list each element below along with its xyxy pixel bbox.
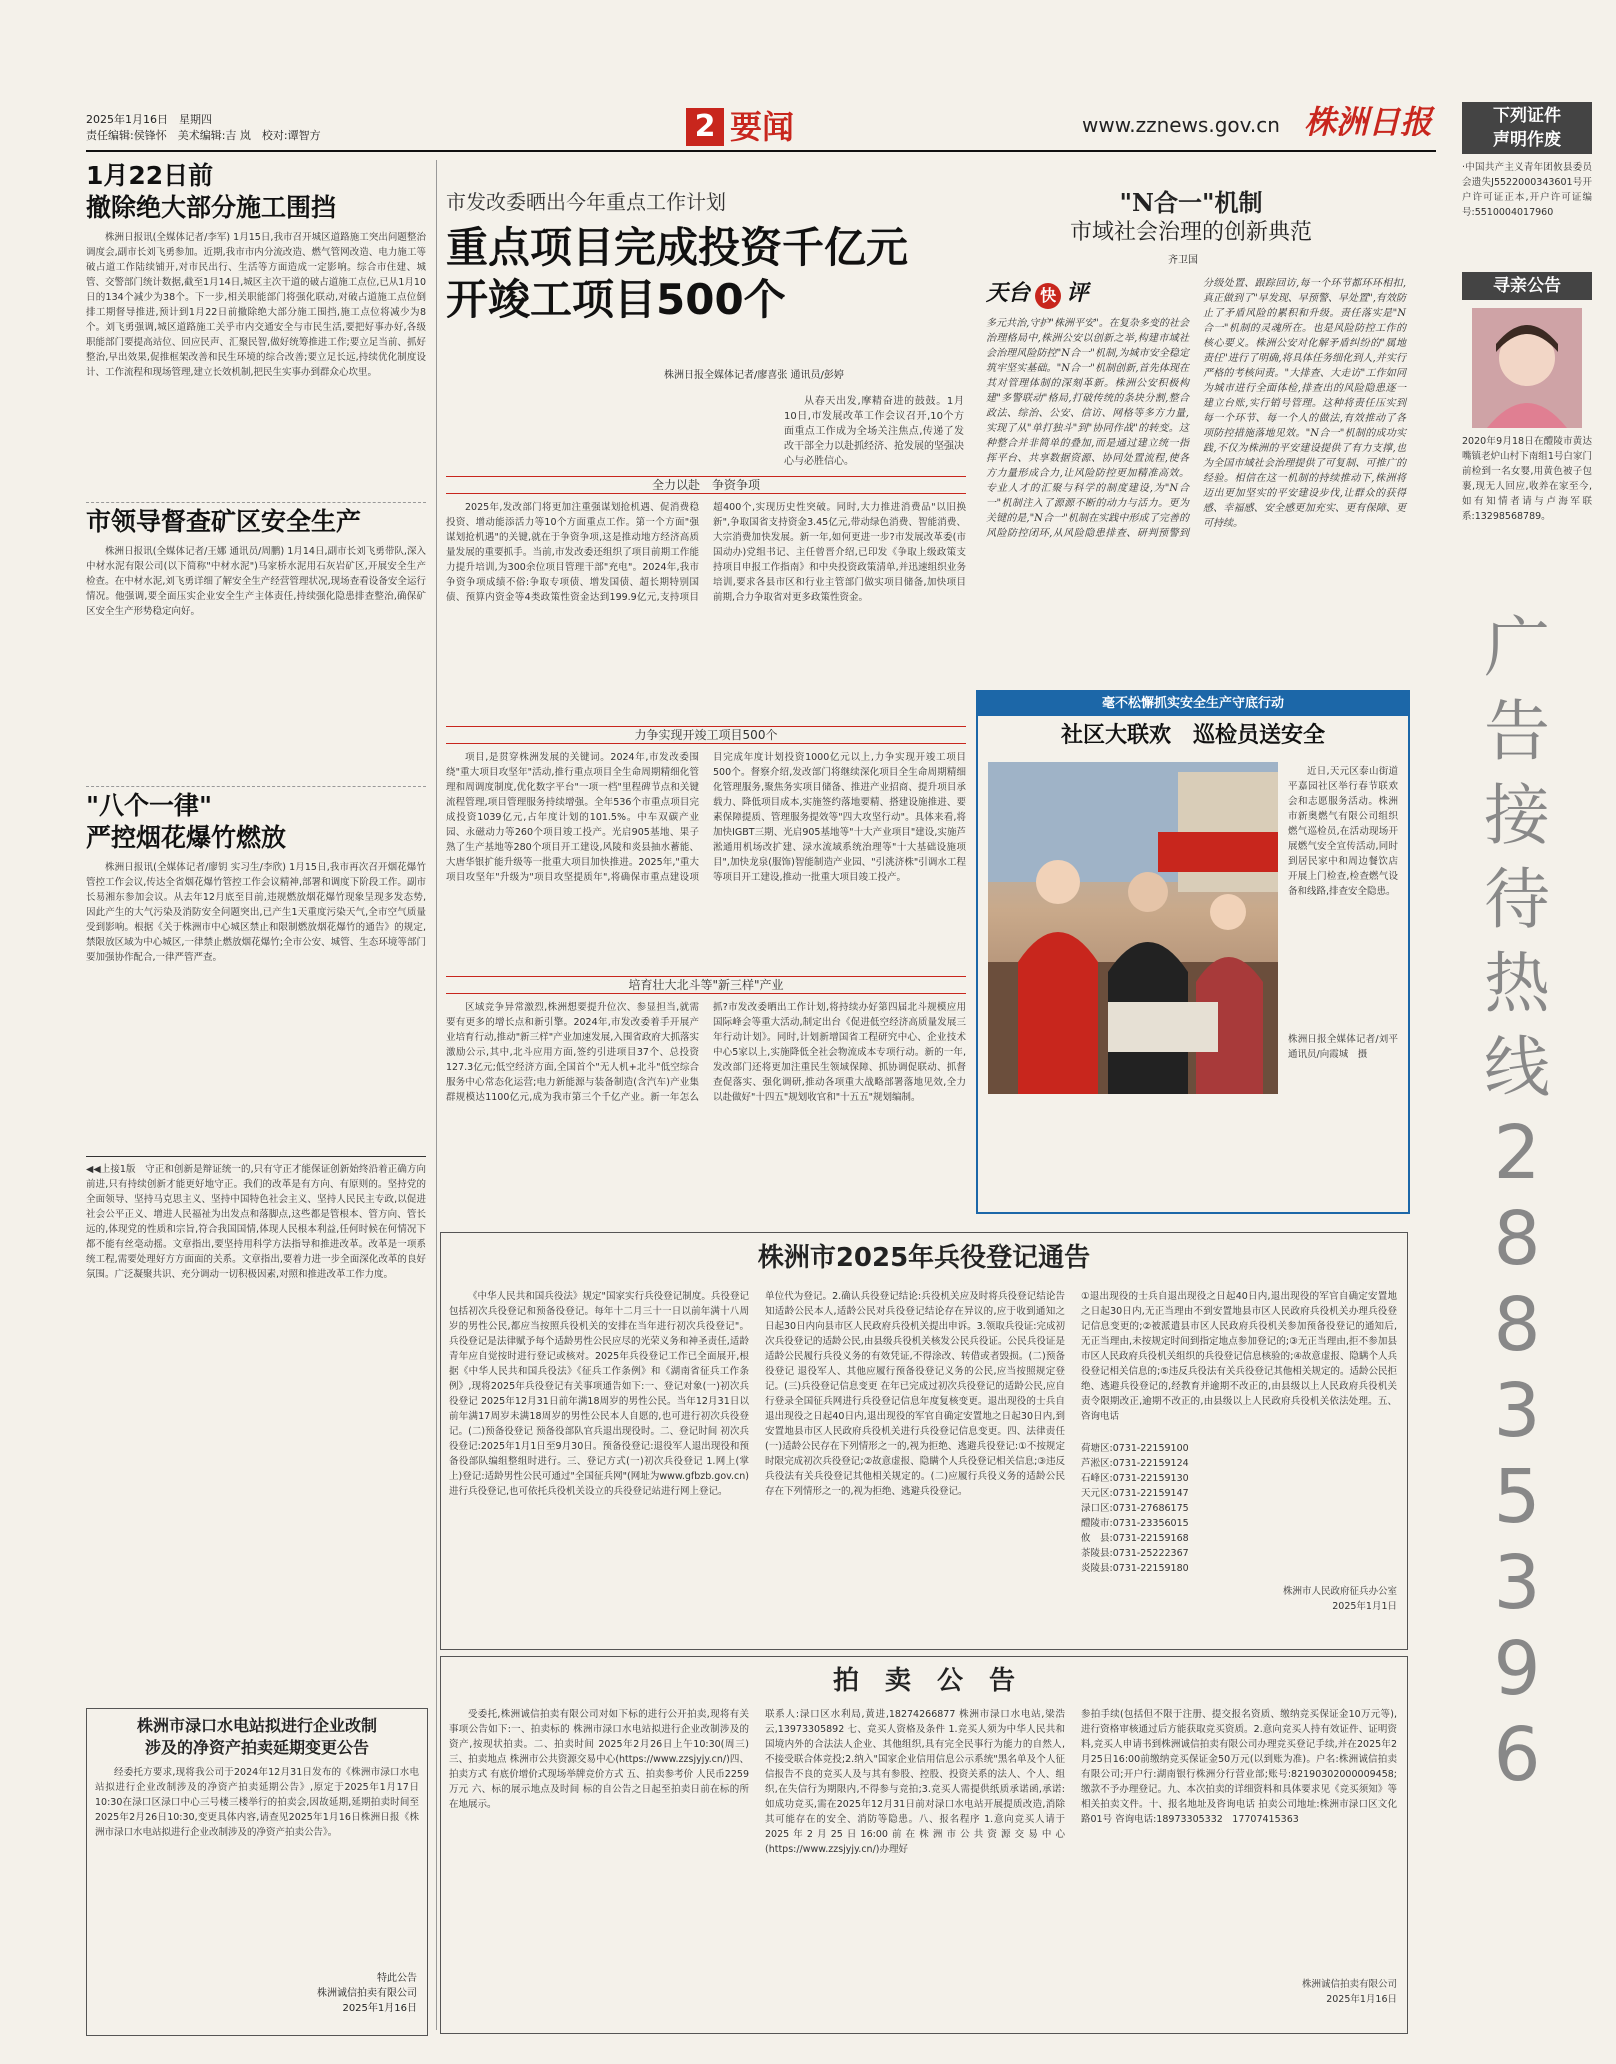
editor-credits: 责任编辑:侯锋怀 美术编辑:吉 岚 校对:谭智方 — [86, 129, 321, 142]
masthead-logo: 株洲日报 — [1304, 103, 1433, 141]
auction-sign-2: 2025年1月16日 — [1326, 1994, 1397, 2005]
phone-line[interactable]: 渌口区:0731-27686175 — [1081, 1503, 1189, 1514]
divider — [86, 1156, 426, 1157]
safety-story-box — [976, 690, 1410, 1214]
safety-photo — [988, 762, 1278, 1094]
military-registration-notice — [440, 1232, 1408, 1650]
page-number: 2 — [686, 108, 724, 146]
section-bar-2 — [446, 726, 966, 744]
article-mine-safety — [86, 506, 426, 798]
phone-line[interactable]: 茶陵县:0731-25222367 — [1081, 1548, 1189, 1559]
military-sign-1: 株洲市人民政府征兵办公室 — [1282, 1586, 1397, 1597]
brand-text-2: 评 — [1066, 280, 1089, 306]
auction-col-1: 受委托,株洲诚信拍卖有限公司对如下标的进行公开拍卖,现将有关事项公告如下:一、拍卖标的 株洲市渌口水电站拟进行企业改制涉及的资产,按现状拍卖。二、拍卖时间 2025年2月26日上午10:30(周三)三、拍卖地点 株洲市公共资源交易中心(https://www.zzsjyjy.cn/)四、拍卖方式 有底价增价式现场举牌竞价方式 五、拍卖参考价 人民币2259万元 六、标的展示地点及时间 标的自公告之日起至拍卖日前在标的所在地展示。 — [449, 1709, 749, 1810]
auction-notice — [440, 1656, 1408, 2034]
notice-hydropower-postponement — [86, 1708, 428, 2036]
lead-byline: 株洲日报全媒体记者/廖喜张 通讯员/彭婷 — [664, 370, 844, 381]
column-rule — [436, 160, 437, 2030]
auction-col-3 — [1081, 1707, 1397, 2025]
right-sidebar — [1462, 102, 1592, 2052]
military-col-1-text: 《中华人民共和国兵役法》规定"国家实行兵役登记制度。兵役登记包括初次兵役登记和预备役登记。每年十二月三十一日以前年满十八周岁的男性公民,都应当按照兵役机关的安排在当年进行初次兵役登记"。兵役登记是法律赋予每个适龄男性公民应尽的光荣义务和神圣责任,适龄青年应自觉按时进行登记或核对。2025年兵役登记工作已全面展开,根据《中华人民共和国兵役法》《征兵工作条例》和《湖南省征兵工作条例》,现将2025年兵役登记有关事项通告如下:一、登记对象(一)初次兵役登记 2025年12月31日前年满18周岁的男性公民。当年12月31日以前年满17周岁未满18周岁的男性公民本人自愿的,也可进行初次兵役登记。(二)预备役登记 预备役部队官兵退出现役时。二、登记时间 初次兵役登记:2025年1月1日至9月30日。预备役登记:退役军人退出现役和预备役部队编组整组时进行。三、登记方式(一)初次兵役登记 1.网上(掌上)登记:适龄男性公民可通过"全国征兵网"(网址为www.gfbzb.gov.cn)进行兵役登记,也可依托兵役机关设立的兵役登记站进行网上登记。 — [449, 1291, 749, 1497]
lead-section-2-body: 项目,是贯穿株洲发展的关键词。2024年,市发改委围绕"重大项目攻坚年"活动,推行重点项目全生命周期精细化管理和周调度制度,优化数字平台"一项一档"里程碑节点和关键流程管理,项目管理服务持续增强。全年536个市重点项目完成投资1039亿元,占年度计划的101.5%。中车双碳产业园、永磁动力等260个项目竣工投产。光启905基地、果子熟了生产基地等280个项目开工建设,风陵和炎县抽水蓄能、大唐华银扩能升级等一批重大项目加快推进。2025年,"重大项目攻坚年"升级为"项目攻坚提质年",将确保市重点建设项目完成年度计划投资1000亿元以上,力争实现开竣工项目500个。督察介绍,发改部门将继续深化项目全生命周期精细化管理服务,聚焦务实项目储备、推进产业招商、提升项目承载力、降低项目成本,实施签约落地要精、搭建设施推进、要素保障提质、管理服务提效等"四大攻坚行动"。具体来看,将加快IGBT三期、光启905基地等"十大产业项目"建设,实施芦淞通用机场改扩建、渌水流域系统治理等"十大基础设施项目",加快龙泉(服饰)智能制造产业园、"引洮济株"引调水工程等项目开工建设,推动一批重大项目竣工投产。 — [446, 752, 966, 883]
section-bar-label: 力争实现开竣工项目500个 — [625, 728, 788, 742]
child-photo-illustration — [1472, 308, 1582, 428]
military-col-3 — [1081, 1289, 1397, 1641]
continued-article: ◀◀上接1版 守正和创新是辩证统一的,只有守正才能保证创新始终沿着正确方向前进,只有持续创新才能更好地守正。我们的改革是有方向、有原则的。坚持党的全面领导、坚持马克思主义、坚持中国特色社会主义、坚持人民民主专政,以促进社会公平正义、增进人民福祉为出发点和落脚点,这些都是管根本、管方向、管长远的,体现党的性质和宗旨,符合我国国情,体现人民根本利益,任何时候在何情况下都不能有丝毫动摇。文章指出,要坚持用科学方法指导和推进改革。改革是一项系统工程,需要处理好方方面面的关系。文章指出,要着力进一步全面深化改革的良好氛围。广泛凝聚共识、充分调动一切积极因素,对照和推进改革工作力度。 — [86, 1164, 426, 1280]
article-title: 市领导督查矿区安全生产 — [86, 507, 362, 536]
commentary-title-line1: "N合一"机制 — [1119, 188, 1263, 217]
article-title-line2: 严控烟花爆竹燃放 — [86, 823, 287, 852]
auction-col-2: 联系人:渌口区水利局,黄进,18274266877 株洲市渌口水电站,梁浩云,13973305892 七、竞买人资格及条件 1.竞买人须为中华人民共和国境内外的合法法人企业、其他组织,具有完全民事行为能力的自然人,不接受联合体竞投;2.纳入"国家企业信用信息公示系统"黑名单及个人征信报告不良的竞买人及与其有参股、控股、投资关系的法人、个人、组织,在失信行为期限内,不得参与竞拍;3.竞买人需提供纸质承诺函,承诺:如成功竞买,需在2025年12月31日前对渌口水电站开展提质改造,消除其可能存在的安全、消防等隐患。八、报名程序 1.意向竞买人请于2025年2月25日16:00前在株洲市公共资源交易中心(https://www.zzsjyjy.cn/)办理好 — [765, 1709, 1065, 1855]
notice-body: 经委托方要求,现将我公司于2024年12月31日发布的《株洲市渌口水电站拟进行企业改制涉及的净资产拍卖延期公告》,原定于2025年1月17日10:30在渌口区渌口中心三号楼三楼举行的拍卖会,因故延期,延期拍卖时间至2025年2月26日10:30,变更具体内容,请查见2025年1月16日株洲日报《株洲市渌口水电站拟进行企业改制涉及的净资产拍卖公告》。 — [95, 1767, 419, 1838]
phone-line[interactable]: 荷塘区:0731-22159100 — [1081, 1443, 1189, 1454]
brand-text-1: 天台 — [986, 280, 1031, 306]
phone-line[interactable]: 炎陵县:0731-22159180 — [1081, 1563, 1189, 1574]
phone-line[interactable]: 芦淞区:0731-22159124 — [1081, 1458, 1189, 1469]
seek-photo — [1472, 308, 1582, 428]
phone-line[interactable]: 攸 县:0731-22159168 — [1081, 1533, 1189, 1544]
commentary-author: 齐卫国 — [1168, 255, 1198, 266]
military-title: 株洲市2025年兵役登记通告 — [757, 1243, 1091, 1273]
header-rule — [86, 150, 1436, 152]
section-name: 要闻 — [730, 108, 795, 146]
section-bar-label: 培育壮大北斗等"新三样"产业 — [618, 978, 793, 992]
phone-line[interactable]: 石峰区:0731-22159130 — [1081, 1473, 1189, 1484]
article-body: 株洲日报讯(全媒体记者/王娜 通讯员/周鹏) 1月14日,副市长刘飞勇带队,深入中材水泥有限公司(以下简称"中材水泥")马家桥水泥用石灰岩矿区,开展安全生产检查。在中材水泥,刘飞勇详细了解安全生产经营管理状况,现场查看设备安全运行情况。他强调,要全面压实企业安全生产主体责任,持续强化隐患排查整治,确保矿区安全生产形势稳定向好。 — [86, 546, 426, 617]
sidebar-title-line2: 声明作废 — [1493, 130, 1561, 150]
article-body: 株洲日报讯(全媒体记者/廖钥 实习生/李欣) 1月15日,我市再次召开烟花爆竹管控工作会议,传达全省烟花爆竹管控工作会议精神,部署和调度下阶段工作。副市长易湘东参加会议。从去年12月底至目前,违规燃放烟花爆竹现象呈现多发态势,因此产生的大气污染及消防安全问题突出,已产生1天重度污染天气,全市空气质量受到影响。根据《关于株洲市中心城区禁止和限制燃放烟花爆竹的通告》的规定,禁限放区域为中心城区,一律禁止燃放烟花爆竹;全市公安、城管、生态环境等部门要加强协作配合,一律严管严查。 — [86, 862, 426, 963]
sidebar-title-line1: 下列证件 — [1493, 106, 1561, 126]
auction-title: 拍 卖 公 告 — [832, 1666, 1015, 1696]
article-title-line1: 1月22日前 — [86, 161, 214, 190]
brand-spacer — [986, 276, 1189, 316]
divider — [86, 786, 426, 787]
lead-section-1-body: 2025年,发改部门将更加注重强谋划抢机遇、促消费稳投资、增动能添活力等10个方面重点工作。第一个方面"强谋划抢机遇"的关键,就在于争资争项,这是推动地方经济高质量发展的重要抓手。当前,市发改委还组织了项目前期工作能力提升培训,为300余位项目管理干部"充电"。2024年,我市争资争项成绩不俗:争取专项债、增发国债、超长期特别国债、预算内资金等4类政策性资金达到199.9亿元,支持项目超400个,实现历史性突破。同时,大力推进消费品"以旧换新",争取国省支持资金3.45亿元,带动绿色消费、智能消费、大宗消费加快发展。新一年,如何更进一步?市发展改革委(市国动办)党组书记、主任曾晋介绍,已印发《争取上级政策支持项目申报工作指南》和中央投资政策清单,并迅速组织业务培训,要求各县市区和行业主管部门做实项目储备,加快项目前期,合力争取省对更多政策性资金。 — [446, 502, 966, 603]
notice-sign-1: 特此公告 — [377, 1973, 417, 1984]
void-notice: ·中国共产主义青年团攸县委员会遗失J5522000343601号开户许可证正本,开户许可证编号:5510004017960 — [1462, 162, 1592, 218]
auction-sign-1: 株洲诚信拍卖有限公司 — [1301, 1979, 1397, 1990]
lead-title-line2: 开竣工项目500个 — [446, 275, 786, 324]
safety-title: 社区大联欢 巡检员送安全 — [1060, 723, 1325, 748]
brand-seal-icon: 快 — [1035, 283, 1061, 309]
lead-section-3-body: 区域竞争异常激烈,株洲想要提升位次、参显担当,就需要有更多的增长点和新引擎。2024年,市发改委着手开展产业培育行动,推动"新三样"产业加速发展,入围省政府大抓落实激励公示,其中,北斗应用方面,签约引进项目37个、总投资127.3亿元;低空经济方面,全国首个"无人机+北斗"低空综合服务中心常态化运营;电力新能源与装备制造(含汽车)产业集群规模达1100亿元,成为我市第三个千亿产业。新一年怎么抓?市发改委晒出工作计划,将持续办好第四届北斗规模应用国际峰会等重大活动,制定出台《促进低空经济高质量发展三年行动计划》。同时,计划新增国省工程研究中心、企业技术中心5家以上,实施降低全社会物流成本专项行动。新的一年,发改部门还将更加注重民生领域保障、抓协调促联动、抓督查促落实、强化调研,推动各项重大战略部署落地见效,全力以赴做好"十四五"规划收官和"十五五"规划编制。 — [446, 1002, 966, 1103]
commentary-text: 多元共治,守护"株洲平安"。在复杂多变的社会治理格局中,株洲公安以创新之举,构建市域社会治理风险防控"N合一"机制,为城市安全稳定筑牢坚实基础。"N合一"机制创新,首先体现在其对管理体制的深刻革新。株洲公安积极构建"多警联动"格局,打破传统的条块分割,整合政法、综治、公安、信访、网格等多方力量,实现了从"单打独斗"到"协同作战"的转变。这种整合并非简单的叠加,而是通过建立统一指挥平台、共享数据资源、协同处置流程,使各方力量形成合力,让风险防控更加精准高效。专业人才的汇聚与科学的制度建设,为"N合一"机制注入了源源不断的动力与活力。更为关键的是,"N合一"机制在实践中形成了完善的风险防控闭环,从风险隐患排查、研判预警到分级处置、跟踪回访,每一个环节都环环相扣,真正做到了"早发现、早预警、早处置",有效防止了矛盾风险的累积和升级。责任落实是"N合一"机制的灵魂所在。也是风险防控工作的核心要义。株洲公安对化解矛盾纠纷的"属地责任"进行了明确,将具体任务细化到人,并实行严格的考核问责。"大排查、大走访"工作如同为城市进行全面体检,排查出的风险隐患逐一建立台账,实行销号管理。这种将责任压实到每一个环节、每一个人的做法,有效推动了各项防控措施落地见效。"N合一"机制的成功实践,不仅为株洲的平安建设提供了有力支撑,也为全国市域社会治理提供了可复制、可推广的经验。相信在这一机制的持续推动下,株洲将迈出更加坚实的平安建设步伐,让群众的获得感、幸福感、安全感更加充实、更有保障、更可持续。 — [986, 278, 1406, 539]
commentary-title-line2: 市域社会治理的创新典范 — [1069, 220, 1312, 245]
ad-hotline-phone[interactable]: 28835396 — [1493, 1110, 1541, 1798]
article-body: 株洲日报讯(全媒体记者/李军) 1月15日,我市召开城区道路施工突出问题整治调度会,副市长刘飞勇参加。近期,我市市内分流改造、燃气管网改造、电力施工等破占道工作陆续铺开,对市民出行、生活等方面造成一定影响。综合市住建、城管、交警部门统计数据,截至1月14日,城区主次干道的破占道施工点位,已从1月10日的134个减少为38个。下一步,相关职能部门将强化联动,对破占道施工点位倒排工期督导推进,预计到1月22日前撤除绝大部分施工围挡,施工点位将减少为8个。刘飞勇强调,城区道路施工关乎市内交通安全与市民生活,要把好事办好,各级职能部门要提高站位、回应民声、汇聚民智,做好统筹推进工作;要立足当前、抓好整治,早出效果,促推框架改善和民生环境的综合改善;要立足长远,持续优化制度设计、工作流程和现场管理,建立长效机制,把民生实事办到群众心坎里。 — [86, 232, 426, 378]
safety-credit: 株洲日报全媒体记者/刘平 通讯员/向霞城 摄 — [1288, 1034, 1408, 1060]
lead-intro: 从春天出发,摩精奋进的鼓鼓。1月10日,市发展改革工作会议召开,10个方面重点工作成为全场关注焦点,传递了发改干部全力以赴抓经济、抢发展的坚强决心与必胜信心。 — [784, 396, 964, 467]
notice-title-line1: 株洲市渌口水电站拟进行企业改制 — [136, 1716, 377, 1735]
military-col-2 — [765, 1289, 1065, 1641]
phone-list — [1081, 1441, 1397, 1576]
article-title-line2: 撤除绝大部分施工围挡 — [86, 193, 337, 222]
lead-title-line1: 重点项目完成投资千亿元 — [446, 223, 909, 272]
notice-title-line2: 涉及的净资产拍卖延期变更公告 — [144, 1738, 369, 1757]
site-url[interactable]: www.zznews.gov.cn — [1082, 113, 1280, 137]
sidebar-title — [1462, 102, 1592, 154]
section-bar-3 — [446, 976, 966, 994]
military-col-2-text: 单位代为登记。2.确认兵役登记结论:兵役机关应及时将兵役登记结论告知适龄公民本人,适龄公民对兵役登记结论存在异议的,应于收到通知之日起30日内向县市区人民政府兵役机关提出申诉。3.领取兵役证:完成初次兵役登记的适龄公民,由县级兵役机关核发公民兵役证。公民兵役证是适龄公民履行兵役义务的有效凭证,不得涂改、转借或者毁损。(二)预备役登记 退役军人、其他应履行预备役登记义务的公民,应当按照规定登记。(三)兵役登记信息变更 在年已完成过初次兵役登记的适龄公民,应自行登录全国征兵网进行兵役登记信息年度复核变更。退出现役的士兵自退出现役之日起40日内,退出现役的军官自确定安置地之日起30日内,到安置地县市区人民政府兵役机关进行兵役登记信息变更。四、法律责任 (一)适龄公民存在下列情形之一的,视为拒绝、逃避兵役登记:①不按规定时限完成初次兵役登记;②故意虚报、隐瞒个人兵役登记相关信息;③违反兵役法有关兵役登记其他相关规定的。(二)应履行兵役义务的适龄公民存在下列情形之一的,视为拒绝、逃避兵役登记。 — [765, 1291, 1065, 1497]
notice-sign-3: 2025年1月16日 — [342, 2003, 417, 2014]
lead-story — [446, 188, 966, 326]
commentary-body — [986, 276, 1406, 680]
phone-line[interactable]: 天元区:0731-22159147 — [1081, 1488, 1189, 1499]
seek-body: 2020年9月18日在醴陵市黄达嘴镇老炉山村下南组1号白家门前检到一名女婴,用黄色被子包裹,现无人回应,收养在家至今,如有知情者请与卢海军联系:13298568789。 — [1462, 436, 1592, 522]
divider — [86, 502, 426, 503]
article-fireworks — [86, 790, 426, 1140]
issue-date: 2025年1月16日 星期四 — [86, 113, 212, 126]
article-title-line1: "八个一律" — [86, 791, 213, 820]
military-sign-2: 2025年1月1日 — [1332, 1601, 1397, 1612]
section-bar-label: 全力以赴 争资争项 — [642, 478, 770, 492]
section-bar-1 — [446, 476, 966, 494]
military-col-1 — [449, 1289, 749, 1641]
seek-title: 寻亲公告 — [1462, 272, 1592, 300]
ad-hotline-text: 广告接待热线 — [1484, 609, 1550, 1106]
photo-illustration — [988, 762, 1278, 1094]
article-road-barriers — [86, 160, 426, 474]
safety-banner: 毫不松懈抓实安全生产守底行动 — [978, 692, 1408, 716]
phone-line[interactable]: 醴陵市:0731-23356015 — [1081, 1518, 1189, 1529]
notice-sign-2: 株洲诚信拍卖有限公司 — [317, 1988, 417, 1999]
commentary — [976, 188, 1406, 248]
lead-kicker: 市发改委晒出今年重点工作计划 — [446, 190, 726, 214]
military-col-3-text: ①退出现役的士兵自退出现役之日起40日内,退出现役的军官自确定安置地之日起30日内,无正当理由不到安置地县市区人民政府兵役机关办理兵役登记信息变更的;②被派遣县市区人民政府兵役机关参加预备役登记的通知后,无正当理由,未按规定时间到指定地点参加登记的;③无正当理由,拒不参加县市区人民政府兵役机关组织的兵役登记信息核验的;④故意虚报、隐瞒个人兵役登记相关信息的;⑤违反兵役法有关兵役登记其他相关规定的。适龄公民拒绝、逃避兵役登记的,经教育并逾期不改正的,由县级以上人民政府兵役机关责令限期改正,逾期不改正的,由县级以上人民政府兵役机关依法处理。五、咨询电话 — [1081, 1291, 1397, 1422]
auction-col-3-text: 参拍手续(包括但不限于注册、提交报名资质、缴纳竞买保证金10万元等),进行资格审核通过后方能获取竞买资质。2.意向竞买人持有效证件、证明资料,竞买人申请书到株洲诚信拍卖有限公司办理竞买登记手续,并在2025年2月25日16:00前缴纳竞买保证金50万元(以到账为准)。户名:株洲诚信拍卖有限公司;开户行:湖南银行株洲分行营业部;账号:82190302000009458;缴款不予办理登记。九、本次拍卖的详细资料和具体要求见《竞买须知》等相关拍卖文件。十、报名地址及咨询电话 拍卖公司地址:株洲市渌口区文化路01号 咨询电话:18973305332 17707415363 — [1081, 1709, 1397, 1825]
safety-caption: 近日,天元区泰山街道平嘉园社区举行春节联欢会和志愿服务活动。株洲市新奥燃气有限公司组织燃气巡检员,在活动现场开展燃气安全宣传活动,同时到居民家中和周边餐饮店开展上门检查,检查燃气设备和线路,排查安全隐患。 — [1288, 766, 1398, 897]
